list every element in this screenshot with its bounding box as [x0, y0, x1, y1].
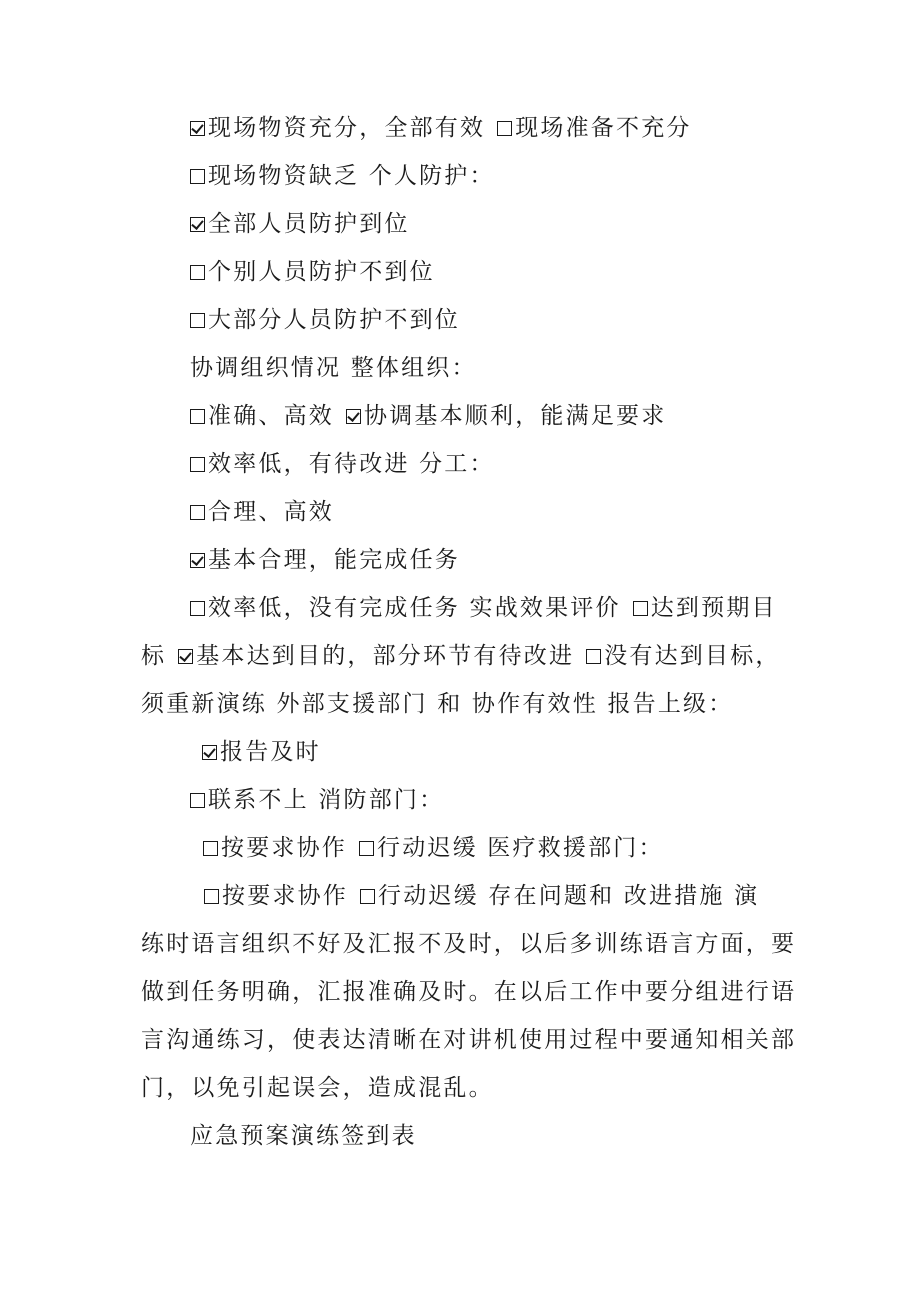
line-text: 练时语言组织不好及汇报不及时，以后多训练语言方面，要: [141, 931, 797, 957]
checkbox-icon: [204, 889, 219, 904]
checkbox-icon: [202, 745, 217, 760]
line-text: 准确、高效: [208, 403, 334, 429]
line-text: 大部分人员防护不到位: [208, 307, 460, 333]
checkbox-icon: [190, 409, 205, 424]
text-line: [141, 977, 796, 1007]
line-text: 报告及时: [220, 739, 321, 765]
checkbox-icon: [190, 601, 205, 616]
line-text: 协调组织情况 整体组织：: [190, 355, 477, 381]
checkbox-icon: [178, 649, 193, 664]
text-line: [190, 1121, 417, 1151]
line-text: 行动迟缓 存在问题和 改进措施 演: [378, 883, 760, 909]
text-line: [190, 401, 666, 431]
line-text: 协调基本顺利，能满足要求: [364, 403, 667, 429]
text-line: [141, 929, 796, 959]
checkbox-icon: [190, 793, 205, 808]
checkbox-icon: [633, 601, 648, 616]
checkbox-icon: [203, 841, 218, 856]
line-text: 现场物资缺乏 个人防护：: [208, 163, 495, 189]
line-text: 按要求协作: [221, 835, 347, 861]
checkbox-icon: [190, 505, 205, 520]
line-text: 行动迟缓 医疗救援部门：: [377, 835, 664, 861]
text-line: [190, 113, 692, 143]
text-line: [141, 689, 733, 719]
line-text: 应急预案演练签到表: [190, 1123, 417, 1149]
line-text: 须重新演练 外部支援部门 和 协作有效性 报告上级：: [141, 691, 734, 717]
text-line: [190, 593, 777, 623]
checkbox-icon: [190, 121, 205, 136]
checkbox-icon: [346, 409, 361, 424]
text-line: [202, 737, 321, 767]
line-text: 达到预期目: [650, 595, 777, 621]
checkbox-icon: [497, 121, 512, 136]
text-line: [141, 1025, 796, 1055]
text-line: [190, 449, 495, 479]
line-text: 没有达到目标，: [604, 643, 781, 669]
text-line: [141, 641, 781, 671]
line-text: 基本合理，能完成任务: [208, 547, 460, 573]
line-text: 门，以免引起误会，造成混乱。: [141, 1075, 494, 1101]
line-text: 标: [141, 643, 167, 669]
line-text: 基本达到目的，部分环节有待改进: [196, 643, 575, 669]
text-line: [141, 1073, 494, 1103]
checkbox-icon: [190, 313, 205, 328]
text-line: [190, 353, 477, 383]
text-line: [190, 209, 410, 239]
line-text: 按要求协作: [222, 883, 348, 909]
text-line: [190, 785, 444, 815]
text-line: [190, 161, 495, 191]
line-text: 做到任务明确，汇报准确及时。在以后工作中要分组进行语: [141, 979, 797, 1005]
checkbox-icon: [190, 457, 205, 472]
checkbox-icon: [190, 553, 205, 568]
line-text: 全部人员防护到位: [208, 211, 410, 237]
checkbox-icon: [359, 841, 374, 856]
line-text: 效率低，有待改进 分工：: [208, 451, 495, 477]
line-text: 言沟通练习，使表达清晰在对讲机使用过程中要通知相关部: [141, 1027, 797, 1053]
text-line: [190, 545, 460, 575]
line-text: 效率低，没有完成任务 实战效果评价: [208, 595, 621, 621]
line-text: 现场物资充分，全部有效: [208, 115, 486, 141]
line-text: 合理、高效: [208, 499, 334, 525]
checkbox-icon: [190, 217, 205, 232]
line-text: 联系不上 消防部门：: [208, 787, 445, 813]
checkbox-icon: [360, 889, 375, 904]
text-line: [190, 497, 334, 527]
text-line: [204, 881, 759, 911]
checkbox-icon: [586, 649, 601, 664]
line-text: 现场准备不充分: [515, 115, 692, 141]
checkbox-icon: [190, 265, 205, 280]
text-line: [190, 257, 435, 287]
text-line: [203, 833, 664, 863]
checkbox-icon: [190, 169, 205, 184]
text-line: [190, 305, 460, 335]
line-text: 个别人员防护不到位: [208, 259, 435, 285]
